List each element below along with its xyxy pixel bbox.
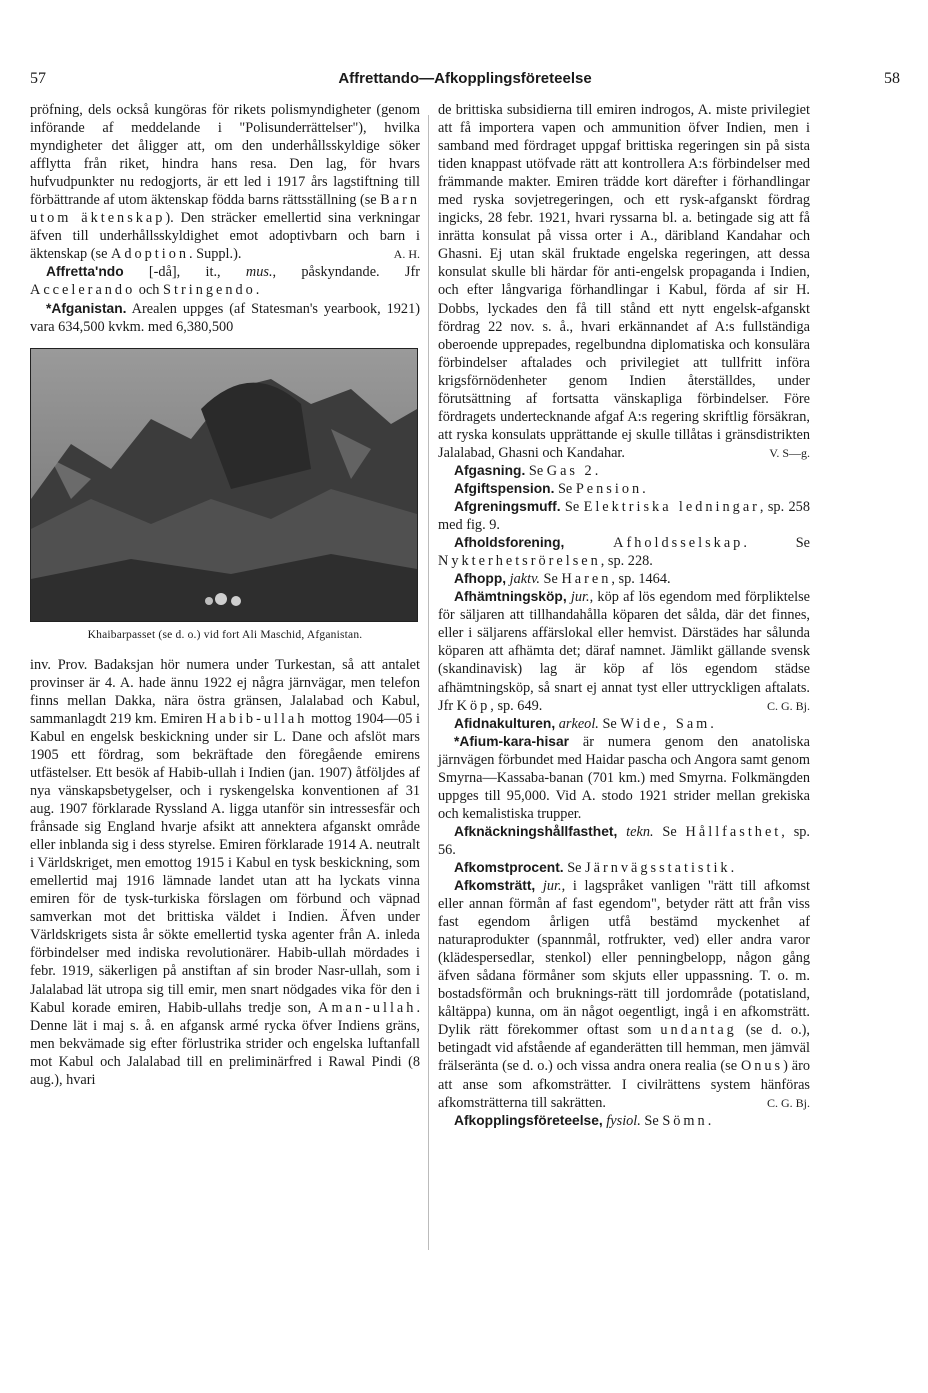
cross-reference: undantag (660, 1022, 737, 1039)
figure-caption: Khaibarpasset (se d. o.) vid fort Ali Maschid, Afganistan. (87, 628, 363, 641)
headword: Afgreningsmuff. (454, 499, 561, 515)
text: , sp. 228. (600, 553, 653, 570)
left-column (30, 101, 420, 1089)
text: . Denne lät i maj s. å. en afgansk armé rycka öfver Indiens gräns, men bekvämade sig efter förlustrika strider och engelska luftanfall mot Kabul och Jalalabad till en preliminärfred i Rawal Pindi (8 aug.), hvari (30, 999, 421, 1088)
headword: Afhopp, (454, 571, 507, 587)
cross-reference: Haren (561, 571, 612, 588)
cross-reference: Barn utom äktenskap (30, 192, 420, 227)
headword: Afkomsträtt, (454, 878, 536, 894)
headword: *Afganistan. (46, 300, 127, 316)
text: , påskyndande. Jfr (272, 264, 420, 281)
text: . Se (743, 535, 810, 552)
text: [-då], it., (123, 264, 246, 281)
text: de brittiska subsidierna till emiren indrogos, A. miste privilegiet att få importera vapen och ammunition öfver Indien, men i samband med fördraget uppgaf brittiska regeringen sin på sista tiden knappast utöfvade rätt att kontrollera A:s förbindelser med främmande makter. Emiren trädde kort därefter i förhandlingar med ryska sovjetregeringen, och ett rysk-afganskt fördrag ingicks, 28 febr. 1921, hvari ryssarna bl. a. betingade sig att få inrätta konsulat på vissa orter i A., däribland Kandahar och Ghasni. Ej utan skäl fruktade engelska regeringen, att dessa konsulat skulle bli härdar för anti-engelsk propaganda i Indien, och efter långvariga förhandlingar i Kabul, förda af sir H. Dobbs, lyckades den få till stånd ett nytt engelsk-afganskt fördrag 22 nov. s. å., hvari erkännandet af A:s fullständiga oberoende upprepades, regelbundna diplomatiska och konsulära förbindelser aftalades och privilegiet att tullfritt införa krigsförnödenheter genom Indien återställdes, under förutsättning af fortsatta vänskapliga förbindelser. Före fördragets undertecknande afgaf A:s regering skriftlig försäkran, att ryska konsulats upprättande ej skulle tillåtas i gränsdistrikten Jalalabad, Ghasni och Kandahar. (438, 102, 810, 461)
entry-afkomstratt (438, 877, 810, 1112)
mountain-landscape-image (31, 349, 417, 621)
cross-reference: Onus (740, 1058, 784, 1075)
text: Se (560, 499, 584, 516)
cross-reference: Wide, Sam (620, 715, 711, 732)
paragraph (30, 656, 420, 1089)
entry-afhamtningskop (438, 588, 810, 714)
cross-reference: Gas 2 (546, 462, 595, 479)
abbreviation: mus. (245, 264, 273, 281)
text: är numera genom den anatoliska järnvägen förbundet med Haidar pascha och Angora samt genom Smyrna—Kassaba-banan (701 km.) med Smyrna. Folkmängden uppges till 95,000. Vid A. stodo 1921 strider mellan grekiska och kemalistiska trupper. (438, 733, 810, 822)
column-divider (428, 115, 429, 1250)
cross-reference: Elektriska ledningar (583, 499, 760, 516)
author-signature: V. S—g. (769, 445, 810, 460)
text: inv. Prov. Badaksjan hör numera under Turkestan, så att antalet provinser är 4. A. hade ännu 1922 ej några järnvägar, men telefon finns mellan Dakka, nära östra gränsen, Jalalabad och Kabul, sammanlagdt 219 km. Emiren (30, 656, 420, 727)
entry-afgreningsmuff (438, 498, 810, 534)
abbreviation: jaktv. (506, 571, 540, 588)
right-column (438, 101, 810, 1130)
text: och (135, 282, 164, 299)
cross-reference: Pension (575, 480, 643, 497)
abbreviation: fysiol. (602, 1112, 641, 1129)
text: , i lagspråket vanligen "rätt till afkomst eller annan förmån af fast egendom", betyder rätt att från viss fast egendom årligen utfå bestämd myckenhet af naturaprodukter (spannmål, rotfrukter, ved) eller andra varor (klädespersedlar, stenkol) eller penningbelopp, någon gång äfven sådana förmåner som skjuts eller uppassning. T. o. m. bostadsförmån och bruknings-rätt till jordområde (potatisland, kåltäppa) kunna, om än något oegentligt, ingå i en afkomsträtt. Dylik rätt förekommer oftast som (438, 878, 811, 1039)
text: . Suppl.). (189, 246, 242, 263)
paragraph (30, 101, 420, 263)
page-number-right: 58 (884, 70, 900, 87)
text: Se (653, 823, 686, 840)
text: Se (539, 571, 562, 588)
text: , köp af lös egendom med förpliktelse för säljaren att tillhandahålla köparen det sålda, där det finnes, eller i säljarens affärslokal eller hemvist. Därstädes har sålunda köparen att afhämta det; däraf namnet. Jämlikt gällande svensk (skandinavisk) lag är köp af lös egendom städse afhämtningsköp, så snart ej annat tyst eller uttryckligen aftalats. Jfr (438, 589, 811, 714)
headword: Affretta'ndo (46, 264, 124, 280)
entry-afium-kara-hisar (438, 733, 810, 823)
headword: Afkomstprocent. (454, 859, 564, 875)
entry-afgiftspension: Afgiftspension. Se Pension. (454, 480, 646, 497)
cross-reference: Sömn (662, 1112, 708, 1129)
cross-reference: Aman-ullah (318, 999, 417, 1016)
text: , sp. 1464. (611, 571, 671, 588)
cross-reference: Adoption (111, 246, 190, 263)
paragraph (438, 101, 810, 462)
entry-afknackningshallfasthet (438, 823, 810, 859)
cross-reference: Stringendo (163, 282, 256, 299)
page-number-left: 57 (30, 70, 46, 87)
text: . (255, 282, 260, 299)
cross-reference: Nykterhetsrörelsen (438, 553, 601, 570)
cross-reference: Köp (456, 697, 491, 714)
text: , sp. 258 med fig. 9. (438, 499, 810, 534)
text: Se (525, 462, 547, 479)
text: mottog 1904—05 i Kabul en engelsk beskickning under sir L. Dane och afslöt mars 1905 ett fördrag, som bekräftade den föregående emirens utfästelser. Ett besök af Habib-ullah i Indien (jan. 1907) åtföljdes af nya vänskapsbetygelser, och i ryskengelska konventionen af 31 aug. 1907 förklarade Ryssland A. ligga utanför sin intressesfär och frånsade sig England hvarje afsikt att annektera afganskt område eller inblanda sig i dess styrelse. Emiren förklarade 1914 A. neutralt i Världskriget, men emottog 1915 i Kabul en tysk beskickning, som emellertid maj 1916 lämnade landet utan att ha lyckats vinna emiren för de tysk-turkiska förslagen om förbund och väpnad samverkan mot det brittiska väldet i Indien. Äfven under Världskrigets sista år sökte emellertid tyska agenter från A. inleda förbindelser med indiska revolutionärer. Habib-ullah mördades i febr. 1919, säkerligen på anstiftan af sin broder Nasr-ullah, som i Jalalabad lät utropa sig till emir, men snart nödgades vika för den i Kabul korade emiren, Habib-ullahs tredje son, (30, 710, 420, 1016)
entry-afkomstprocent: Afkomstprocent. Se Järnvägsstatistik. (454, 859, 735, 876)
text: , sp. 649. (490, 697, 543, 714)
headword: Afknäckningshållfasthet, (454, 823, 618, 839)
abbreviation: jur. (566, 589, 590, 606)
author-signature: C. G. Bj. (766, 1095, 810, 1110)
cross-reference: Hållfasthet (685, 823, 782, 840)
entry-afganistan (30, 300, 420, 336)
text: ) äro att anse som afkomsträtter. I civilrättens system hänföras afkomsträtterna till sakrätten. (438, 1058, 810, 1111)
text: (se d. o.), betingadt vid afstående af eganderätten till hemman, men jämväl frälseränta (se d. o.) och vissa andra onera realia (se (438, 1022, 810, 1075)
entry-afgasning: Afgasning. Se Gas 2. (454, 462, 599, 479)
entry-afkopplingsforeteelse: Afkopplingsföreteelse, fysiol. Se Sömn. (454, 1112, 712, 1129)
cross-reference: Accelerando (30, 282, 136, 299)
cross-reference: Afholdsselskap (613, 535, 744, 552)
headword: Afgiftspension. (454, 480, 555, 496)
abbreviation: arkeol. (555, 715, 599, 732)
entry-afholdsforening (438, 534, 810, 570)
entry-afhopp (438, 570, 810, 588)
text: Se (598, 715, 621, 732)
text: Se (554, 480, 576, 497)
headword: Afhämtningsköp, (454, 589, 567, 605)
entry-affrettando (30, 263, 420, 299)
khaibar-pass-illustration (30, 348, 418, 622)
headword: Afholdsforening, (454, 535, 565, 551)
running-title: Affrettando—Afkopplingsföreteelse (338, 70, 592, 87)
text: pröfning, dels också kungöras för rikets polismyndigheter (genom införande af meddelande i "Polisunderrättelser"), hvilka myndigheter det åligger att, om den underhållsskyldige söker afflytta från riket, hindra hans resa. Den lag, för hvars hufvudpunkter nu redogjorts, är ett led i 1917 års lagstiftning till förbättrande af utom äktenskap födda barns rättsställning (se (30, 102, 420, 209)
headword: Afkopplingsföreteelse, (454, 1112, 603, 1128)
headword: *Afium-kara-hisar (454, 733, 570, 749)
text: Arealen uppges (af Statesman's yearbook, 1921) vara 634,500 kvkm. med 6,380,500 (30, 300, 420, 335)
abbreviation: jur. (535, 878, 562, 895)
headword: Afgasning. (454, 462, 526, 478)
page-header (30, 70, 900, 92)
text: Se (563, 859, 586, 876)
text: Se (640, 1112, 663, 1129)
text: ). Den sträcker emellertid sina verkningar äfven till underhållsskyldighet emot adoptivbarn och barn i äktenskap (se (30, 210, 420, 263)
cross-reference: Järnvägsstatistik (585, 859, 731, 876)
author-signature: A. H. (393, 247, 420, 262)
text: , sp. 56. (438, 823, 810, 858)
cross-reference: Habib-ullah (206, 710, 308, 727)
entry-afidnakulturen: Afidnakulturen, arkeol. Se Wide, Sam. (454, 715, 714, 732)
abbreviation: tekn. (617, 823, 654, 840)
headword: Afidnakulturen, (454, 715, 556, 731)
author-signature: C. G. Bj. (766, 698, 810, 713)
